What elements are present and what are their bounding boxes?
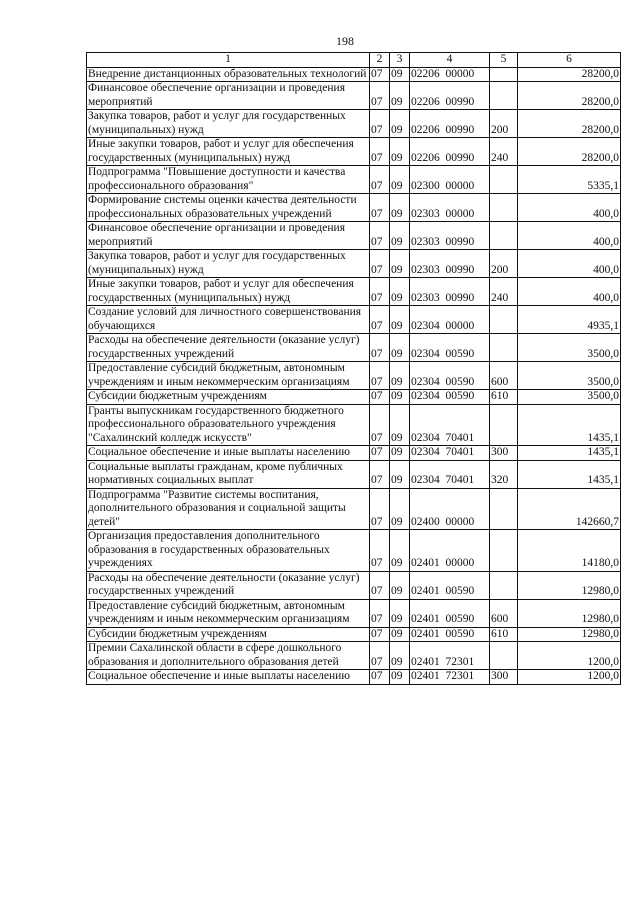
row-amount-cell: 5335,1	[518, 166, 621, 194]
row-expense-type-cell: 200	[490, 110, 518, 138]
table-row	[87, 488, 621, 530]
row-amount-cell: 12980,0	[518, 571, 621, 599]
row-subsection-cell: 09	[390, 404, 410, 446]
table-header-row	[87, 53, 621, 68]
row-amount-cell: 3500,0	[518, 334, 621, 362]
row-section-cell: 07	[370, 460, 390, 488]
row-section-cell: 07	[370, 571, 390, 599]
row-subsection-cell: 09	[390, 306, 410, 334]
row-section-cell: 07	[370, 82, 390, 110]
row-section-cell: 07	[370, 670, 390, 685]
row-target-code-cell: 02206 00000	[410, 67, 490, 82]
row-expense-type-cell	[490, 67, 518, 82]
row-expense-type-cell: 300	[490, 670, 518, 685]
row-subsection-cell: 09	[390, 446, 410, 461]
row-section-cell: 07	[370, 67, 390, 82]
row-target-code-cell: 02304 70401	[410, 446, 490, 461]
row-section-cell: 07	[370, 390, 390, 405]
row-name-cell: Предоставление субсидий бюджетным, автономным учреждениям и иным некоммерческим организациям	[87, 362, 370, 390]
row-section-cell: 07	[370, 627, 390, 642]
row-amount-cell: 14180,0	[518, 530, 621, 572]
row-name-cell: Подпрограмма "Развитие системы воспитания, дополнительного образования и социальной защиты детей"	[87, 488, 370, 530]
row-amount-cell: 28200,0	[518, 138, 621, 166]
row-expense-type-cell	[490, 82, 518, 110]
row-amount-cell: 1435,1	[518, 404, 621, 446]
row-subsection-cell: 09	[390, 194, 410, 222]
table-row	[87, 67, 621, 82]
row-target-code-cell: 02206 00990	[410, 82, 490, 110]
row-name-cell: Иные закупки товаров, работ и услуг для обеспечения государственных (муниципальных) нужд	[87, 278, 370, 306]
row-expense-type-cell: 300	[490, 446, 518, 461]
row-name-cell: Подпрограмма "Повышение доступности и качества профессионального образования"	[87, 166, 370, 194]
row-name-cell: Расходы на обеспечение деятельности (оказание услуг) государственных учреждений	[87, 571, 370, 599]
row-target-code-cell: 02303 00990	[410, 250, 490, 278]
row-subsection-cell: 09	[390, 488, 410, 530]
table-row	[87, 82, 621, 110]
row-name-cell: Финансовое обеспечение организации и проведения мероприятий	[87, 82, 370, 110]
row-target-code-cell: 02303 00990	[410, 278, 490, 306]
row-expense-type-cell: 600	[490, 362, 518, 390]
table-row	[87, 334, 621, 362]
row-expense-type-cell: 200	[490, 250, 518, 278]
table-row	[87, 642, 621, 670]
table-row	[87, 571, 621, 599]
table-row	[87, 306, 621, 334]
row-name-cell: Социальное обеспечение и иные выплаты населению	[87, 670, 370, 685]
row-target-code-cell: 02303 00990	[410, 222, 490, 250]
page-number: 198	[336, 34, 354, 48]
row-subsection-cell: 09	[390, 82, 410, 110]
row-target-code-cell: 02300 00000	[410, 166, 490, 194]
table-row	[87, 194, 621, 222]
row-amount-cell: 1200,0	[518, 670, 621, 685]
row-expense-type-cell	[490, 166, 518, 194]
header-col-4: 4	[410, 53, 490, 68]
row-target-code-cell: 02304 00590	[410, 390, 490, 405]
header-col-5: 5	[490, 53, 518, 68]
row-subsection-cell: 09	[390, 642, 410, 670]
row-target-code-cell: 02206 00990	[410, 138, 490, 166]
row-name-cell: Внедрение дистанционных образовательных технологий	[87, 67, 370, 82]
row-section-cell: 07	[370, 404, 390, 446]
table-row	[87, 599, 621, 627]
row-subsection-cell: 09	[390, 222, 410, 250]
row-expense-type-cell	[490, 571, 518, 599]
row-amount-cell: 1435,1	[518, 446, 621, 461]
row-section-cell: 07	[370, 194, 390, 222]
row-section-cell: 07	[370, 166, 390, 194]
row-name-cell: Расходы на обеспечение деятельности (оказание услуг) государственных учреждений	[87, 334, 370, 362]
row-subsection-cell: 09	[390, 67, 410, 82]
row-name-cell: Социальные выплаты гражданам, кроме публичных нормативных социальных выплат	[87, 460, 370, 488]
row-subsection-cell: 09	[390, 278, 410, 306]
row-subsection-cell: 09	[390, 110, 410, 138]
row-name-cell: Создание условий для личностного совершенствования обучающихся	[87, 306, 370, 334]
row-amount-cell: 12980,0	[518, 627, 621, 642]
row-amount-cell: 142660,7	[518, 488, 621, 530]
row-target-code-cell: 02401 72301	[410, 670, 490, 685]
row-target-code-cell: 02304 00000	[410, 306, 490, 334]
table-row	[87, 460, 621, 488]
row-amount-cell: 28200,0	[518, 82, 621, 110]
row-name-cell: Закупка товаров, работ и услуг для государственных (муниципальных) нужд	[87, 110, 370, 138]
row-name-cell: Организация предоставления дополнительного образования в государственных образовательных учреждениях	[87, 530, 370, 572]
row-amount-cell: 400,0	[518, 222, 621, 250]
row-section-cell: 07	[370, 306, 390, 334]
table-row	[87, 446, 621, 461]
row-name-cell: Закупка товаров, работ и услуг для государственных (муниципальных) нужд	[87, 250, 370, 278]
row-section-cell: 07	[370, 362, 390, 390]
row-target-code-cell: 02206 00990	[410, 110, 490, 138]
table-row	[87, 362, 621, 390]
header-col-6: 6	[518, 53, 621, 68]
row-subsection-cell: 09	[390, 530, 410, 572]
row-target-code-cell: 02400 00000	[410, 488, 490, 530]
row-amount-cell: 28200,0	[518, 110, 621, 138]
row-subsection-cell: 09	[390, 599, 410, 627]
row-subsection-cell: 09	[390, 627, 410, 642]
row-target-code-cell: 02401 00590	[410, 627, 490, 642]
row-name-cell: Финансовое обеспечение организации и проведения мероприятий	[87, 222, 370, 250]
row-subsection-cell: 09	[390, 362, 410, 390]
row-section-cell: 07	[370, 446, 390, 461]
row-name-cell: Предоставление субсидий бюджетным, автономным учреждениям и иным некоммерческим организациям	[87, 599, 370, 627]
row-expense-type-cell	[490, 306, 518, 334]
row-amount-cell: 3500,0	[518, 390, 621, 405]
row-target-code-cell: 02304 00590	[410, 362, 490, 390]
row-section-cell: 07	[370, 599, 390, 627]
row-section-cell: 07	[370, 334, 390, 362]
row-target-code-cell: 02304 70401	[410, 404, 490, 446]
row-expense-type-cell	[490, 642, 518, 670]
row-expense-type-cell	[490, 194, 518, 222]
row-subsection-cell: 09	[390, 166, 410, 194]
row-target-code-cell: 02401 00590	[410, 571, 490, 599]
row-subsection-cell: 09	[390, 670, 410, 685]
row-name-cell: Гранты выпускникам государственного бюджетного профессионального образовательного учреждения "Сахалинский колледж искусств"	[87, 404, 370, 446]
row-expense-type-cell: 600	[490, 599, 518, 627]
table-row	[87, 627, 621, 642]
row-section-cell: 07	[370, 488, 390, 530]
row-section-cell: 07	[370, 250, 390, 278]
row-target-code-cell: 02401 00590	[410, 599, 490, 627]
row-section-cell: 07	[370, 110, 390, 138]
row-name-cell: Социальное обеспечение и иные выплаты населению	[87, 446, 370, 461]
row-name-cell: Субсидии бюджетным учреждениям	[87, 627, 370, 642]
row-name-cell: Премии Сахалинской области в сфере дошкольного образования и дополнительного образования детей	[87, 642, 370, 670]
row-amount-cell: 400,0	[518, 250, 621, 278]
row-section-cell: 07	[370, 138, 390, 166]
row-section-cell: 07	[370, 222, 390, 250]
row-amount-cell: 1200,0	[518, 642, 621, 670]
row-amount-cell: 4935,1	[518, 306, 621, 334]
row-subsection-cell: 09	[390, 390, 410, 405]
header-col-1: 1	[87, 53, 370, 68]
row-subsection-cell: 09	[390, 138, 410, 166]
row-target-code-cell: 02303 00000	[410, 194, 490, 222]
header-col-2: 2	[370, 53, 390, 68]
table-row	[87, 670, 621, 685]
table-row	[87, 404, 621, 446]
row-subsection-cell: 09	[390, 571, 410, 599]
row-section-cell: 07	[370, 642, 390, 670]
table-row	[87, 390, 621, 405]
row-name-cell: Субсидии бюджетным учреждениям	[87, 390, 370, 405]
row-expense-type-cell: 240	[490, 278, 518, 306]
row-subsection-cell: 09	[390, 460, 410, 488]
row-section-cell: 07	[370, 278, 390, 306]
row-amount-cell: 400,0	[518, 278, 621, 306]
row-target-code-cell: 02304 00590	[410, 334, 490, 362]
row-expense-type-cell: 240	[490, 138, 518, 166]
row-subsection-cell: 09	[390, 334, 410, 362]
header-col-3: 3	[390, 53, 410, 68]
row-amount-cell: 400,0	[518, 194, 621, 222]
row-expense-type-cell	[490, 222, 518, 250]
row-target-code-cell: 02304 70401	[410, 460, 490, 488]
row-expense-type-cell: 320	[490, 460, 518, 488]
row-target-code-cell: 02401 72301	[410, 642, 490, 670]
row-name-cell: Иные закупки товаров, работ и услуг для обеспечения государственных (муниципальных) нужд	[87, 138, 370, 166]
row-name-cell: Формирование системы оценки качества деятельности профессиональных образовательных учреждений	[87, 194, 370, 222]
row-expense-type-cell	[490, 404, 518, 446]
table-body	[87, 67, 621, 684]
row-expense-type-cell	[490, 530, 518, 572]
row-amount-cell: 3500,0	[518, 362, 621, 390]
table-row	[87, 166, 621, 194]
row-expense-type-cell: 610	[490, 390, 518, 405]
budget-table	[86, 52, 621, 685]
table-row	[87, 530, 621, 572]
table-row	[87, 250, 621, 278]
row-amount-cell: 12980,0	[518, 599, 621, 627]
table-row	[87, 278, 621, 306]
row-subsection-cell: 09	[390, 250, 410, 278]
row-target-code-cell: 02401 00000	[410, 530, 490, 572]
row-amount-cell: 1435,1	[518, 460, 621, 488]
table-row	[87, 110, 621, 138]
table-row	[87, 138, 621, 166]
row-section-cell: 07	[370, 530, 390, 572]
row-amount-cell: 28200,0	[518, 67, 621, 82]
table-row	[87, 222, 621, 250]
row-expense-type-cell: 610	[490, 627, 518, 642]
row-expense-type-cell	[490, 334, 518, 362]
row-expense-type-cell	[490, 488, 518, 530]
